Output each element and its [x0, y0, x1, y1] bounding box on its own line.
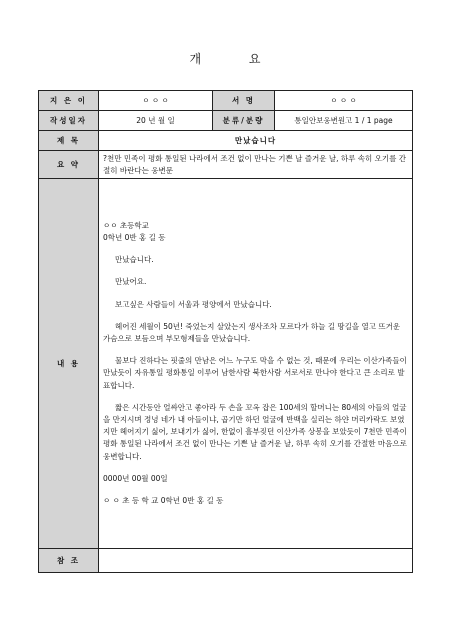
reference-row: [39, 549, 413, 573]
date-row: [39, 111, 413, 131]
signature-value: ㅇ ㅇ ㅇ: [275, 91, 413, 111]
date-value: 20 년 월 일: [99, 111, 213, 131]
summary-text: ?천만 민족이 평화 통일된 나라에서 조건 없이 만나는 기쁜 날 즐거운 날, 하루 속히 오기를 간절히 바란다는 웅변문: [99, 151, 413, 179]
signature-line: ㅇ ㅇ 초 등 학 교 0학년 0반 홍 길 동: [103, 496, 224, 506]
author-value: ㅇ ㅇ ㅇ: [99, 91, 213, 111]
reference-value: [99, 549, 413, 573]
paragraph-6: 짧은 시간동안 얼싸안고 좋아라 두 손을 꼬옥 잡은 100세의 할머니는 80세의 아들의 얼굴을 만지시며 정녕 네가 내 아들이냐, 곱기만 하던 얼굴에 반백을 실리는 하얀 머리카락도 보였지만 헤어지기 싫어, 보내기가 싫어, 한없이 흘부짖던 이산가족 상봉을 보았듯이 7천만 민족이 평화 통일된 나라에서 조건 없이 만나는 기쁜 날 즐거운 날, 하루 속히 오기를 간절한 마음으로 웅변합니다.: [103, 402, 407, 461]
content-label: 내 용: [39, 179, 99, 549]
signature-label: 서 명: [213, 91, 275, 111]
subject-label: 제 목: [39, 131, 99, 151]
content-body: [99, 179, 413, 549]
student-line: 0학년 0반 홍 길 동: [103, 232, 166, 242]
subject-value: 만났습니다: [99, 131, 413, 151]
paragraph-2: 만났어요.: [115, 277, 147, 287]
category-value: 통일안보웅변원고 1 / 1 page: [275, 111, 413, 131]
content-row: [39, 179, 413, 549]
date-line: 0000년 00월 00일: [103, 473, 168, 483]
summary-label: 요 약: [39, 151, 99, 179]
author-label: 지 은 이: [39, 91, 99, 111]
paragraph-3: 보고싶은 사람들이 서울과 평양에서 만났습니다.: [115, 299, 272, 309]
paragraph-5: 물보다 진하다는 핏줄의 만남은 어느 누구도 막을 수 없는 것, 때문에 우리는 이산가족들이 만났듯이 자유통일 평화통일 이루어 남한사람 북한사람 서로서로 만나야 한다고 큰 소리로 발표합니다.: [103, 356, 407, 390]
date-label: 작성일자: [39, 111, 99, 131]
category-label: 분류/분량: [213, 111, 275, 131]
outline-form: [38, 90, 413, 573]
document-title: 개 요: [189, 52, 283, 66]
paragraph-4: 헤어진 세월이 50년! 죽었는지 살았는지 생사조차 모르다가 하늘 길 땅길을 열고 뜨거운 가슴으로 보듬으며 부모형제들을 만났습니다.: [103, 321, 401, 343]
paragraph-1: 만났습니다.: [115, 255, 154, 265]
summary-row: [39, 151, 413, 179]
author-row: [39, 91, 413, 111]
reference-label: 참 조: [39, 549, 99, 573]
school-line: ㅇㅇ 초등학교: [103, 220, 149, 230]
subject-row: [39, 131, 413, 151]
